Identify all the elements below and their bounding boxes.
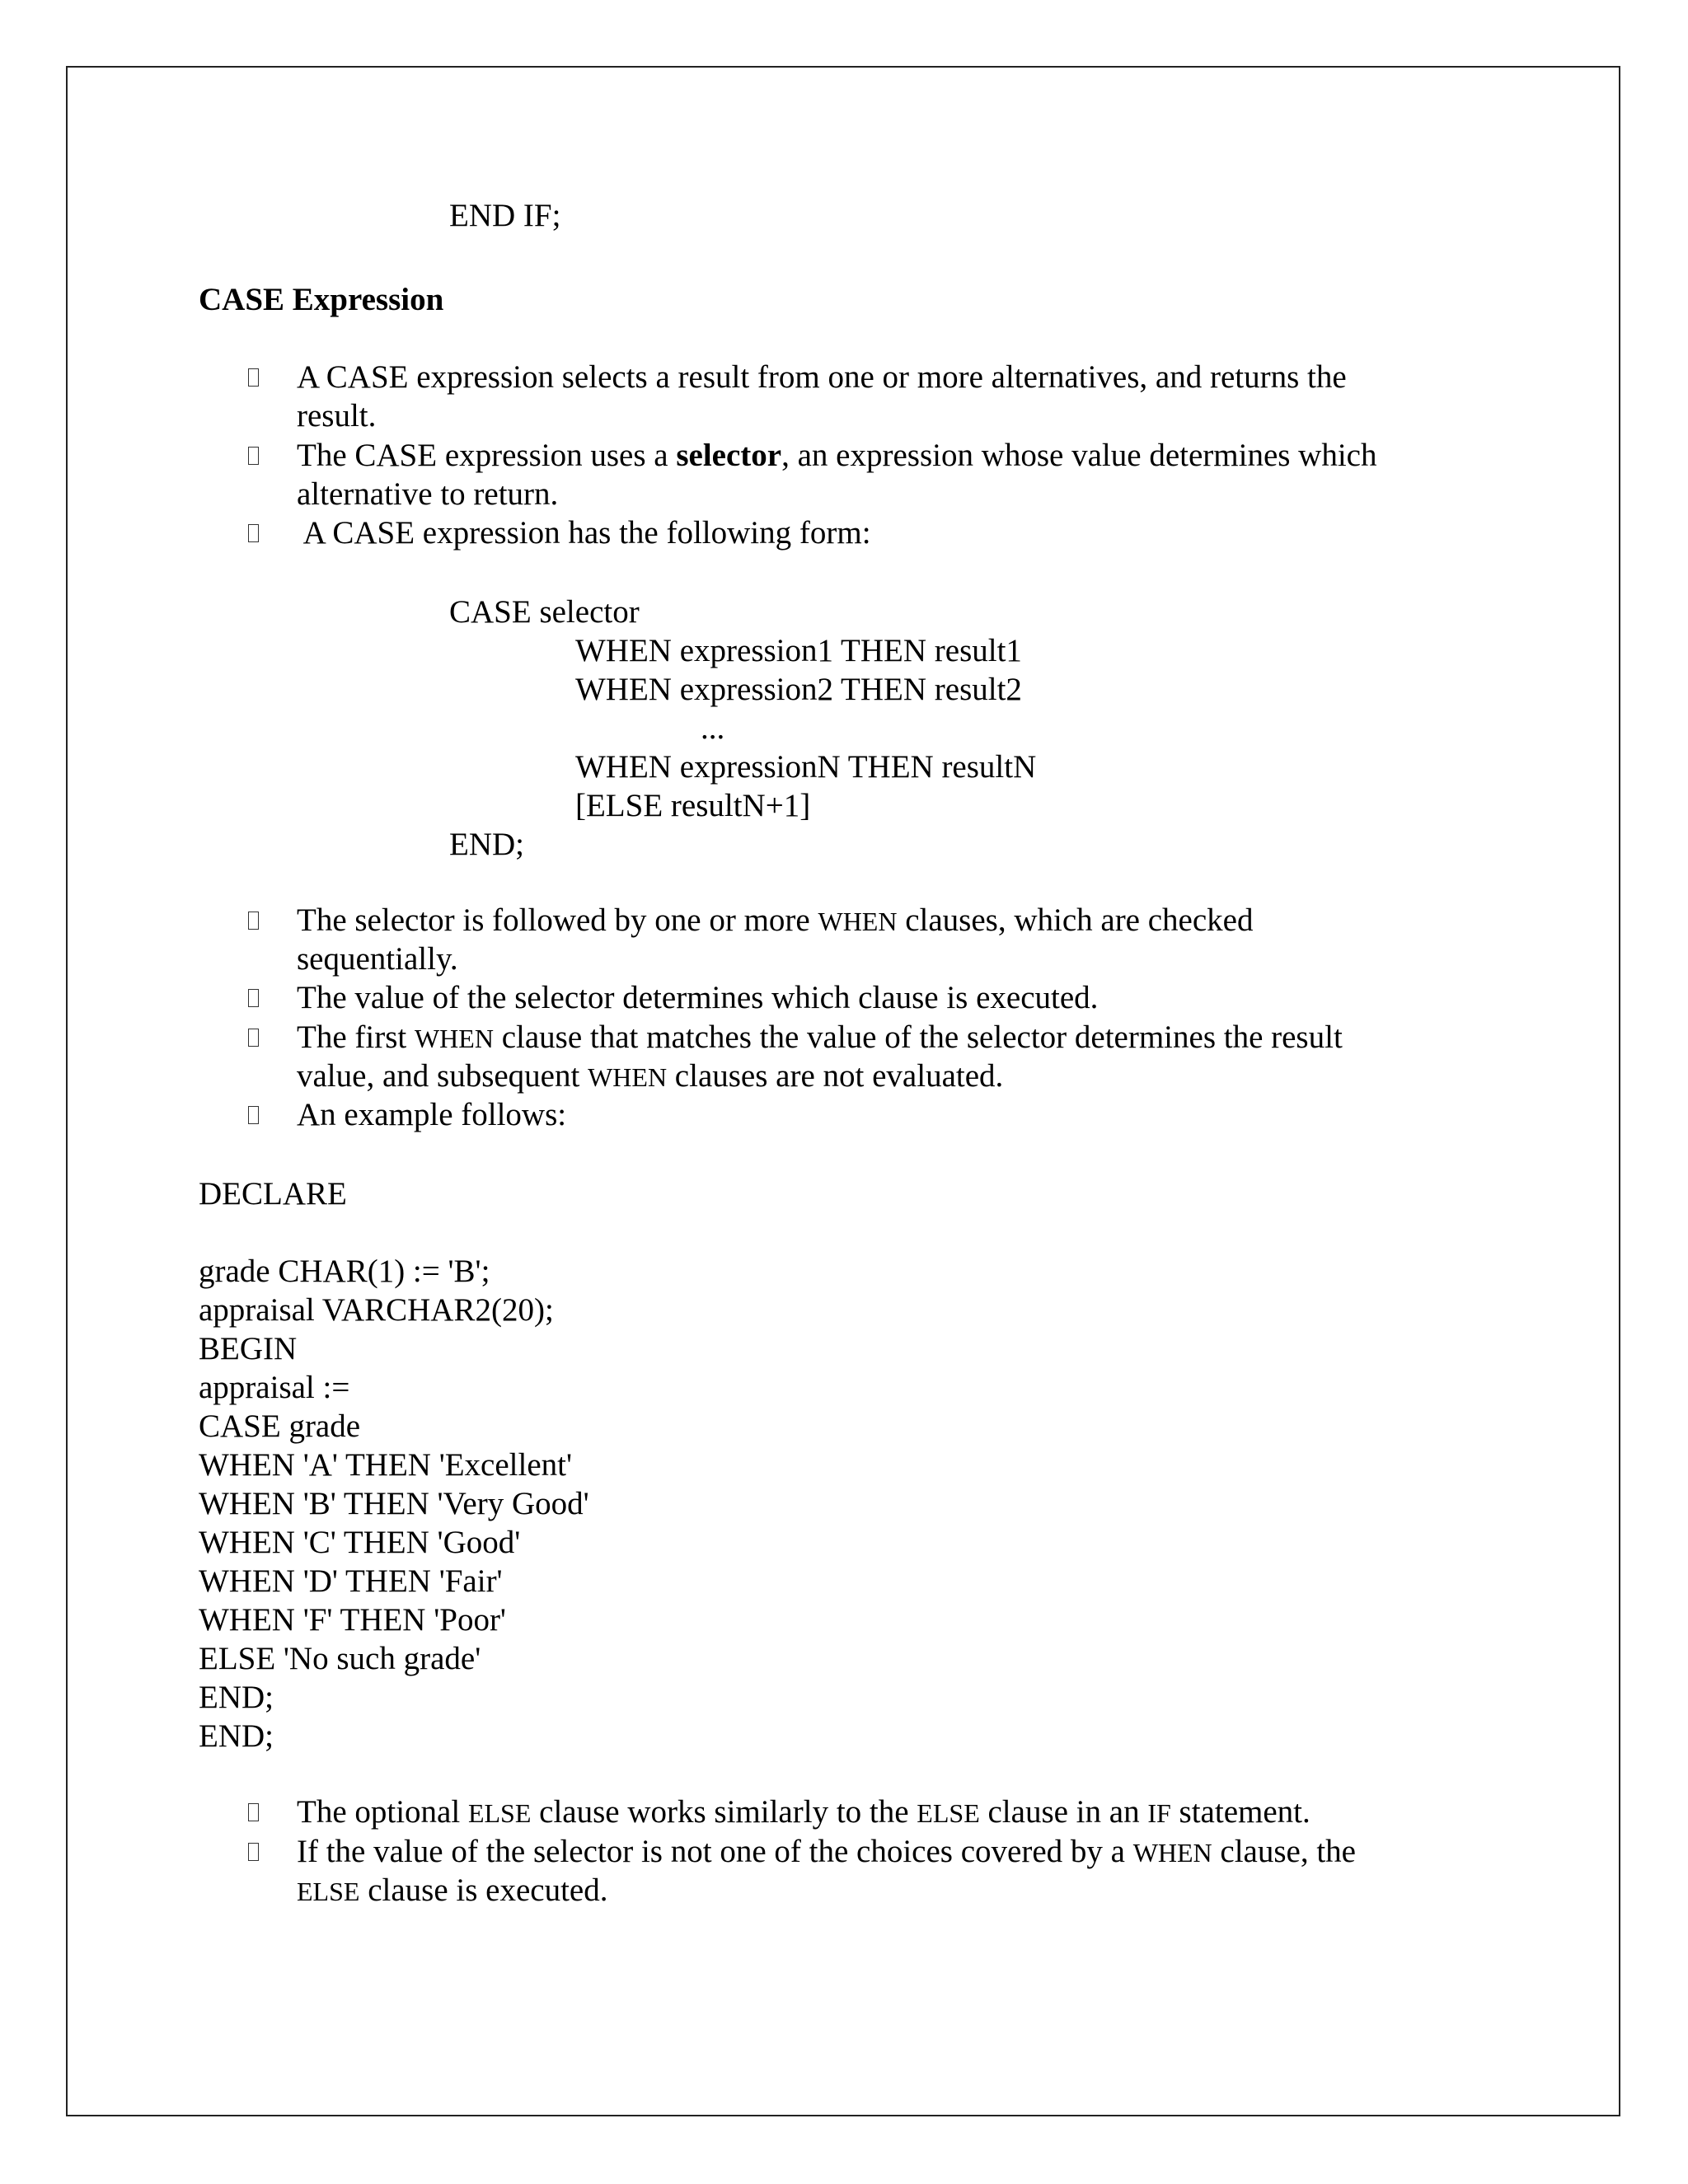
bullet-glyph-icon [248, 1106, 259, 1124]
syntax-line-5: WHEN expressionN THEN resultN [575, 749, 1037, 785]
final-bullet-2-text-b: clause, the [1212, 1834, 1356, 1869]
syntax-line-2: WHEN expression1 THEN result1 [575, 633, 1022, 668]
when-keyword: WHEN [588, 1062, 668, 1092]
rule-bullet-1-line-2: sequentially. [297, 941, 458, 977]
syntax-line-1: CASE selector [449, 594, 640, 630]
code-line: WHEN 'B' THEN 'Very Good' [199, 1486, 589, 1521]
syntax-line-4: ... [701, 710, 725, 746]
final-bullet-1-text-d: statement. [1170, 1794, 1311, 1830]
final-bullet-1-text-b: clause works similarly to the [531, 1794, 917, 1830]
code-line: appraisal VARCHAR2(20); [199, 1292, 554, 1328]
code-line: ELSE 'No such grade' [199, 1641, 481, 1676]
intro-bullet-3-line-1: A CASE expression has the following form: [297, 515, 871, 551]
intro-bullet-1-line-2: result. [297, 398, 377, 434]
final-bullet-1-text-c: clause in an [979, 1794, 1148, 1830]
else-keyword: ELSE [917, 1798, 980, 1828]
syntax-line-3: WHEN expression2 THEN result2 [575, 672, 1022, 707]
code-line: WHEN 'A' THEN 'Excellent' [199, 1447, 573, 1483]
bullet-glyph-icon [248, 1029, 259, 1047]
section-heading: CASE Expression [199, 282, 444, 317]
rule-bullet-3-text-c: value, and subsequent [297, 1058, 588, 1094]
bullet-glyph-icon [248, 524, 259, 542]
code-line: WHEN 'C' THEN 'Good' [199, 1525, 521, 1560]
rule-bullet-2-line-1: The value of the selector determines which clause is executed. [297, 980, 1099, 1015]
bullet-glyph-icon [248, 1843, 259, 1861]
end-if-line: END IF; [449, 198, 561, 233]
code-line: WHEN 'F' THEN 'Poor' [199, 1602, 506, 1638]
code-line: grade CHAR(1) := 'B'; [199, 1254, 490, 1289]
intro-bullet-2-line-2: alternative to return. [297, 476, 559, 512]
intro-bullet-1-line-1: A CASE expression selects a result from one or more alternatives, and returns the [297, 359, 1347, 395]
code-line: BEGIN [199, 1331, 298, 1366]
rule-bullet-4-line-1: An example follows: [297, 1097, 567, 1132]
rule-bullet-3-text-d: clauses are not evaluated. [667, 1058, 1004, 1094]
bullet-glyph-icon [248, 1803, 259, 1821]
code-line: END; [199, 1718, 274, 1754]
rule-bullet-3-line-1 [297, 1018, 1343, 1058]
intro-bullet-2-text-b: , an expression whose value determines which [781, 438, 1377, 473]
rule-bullet-3-line-2 [297, 1057, 1003, 1097]
bullet-glyph-icon [248, 447, 259, 465]
syntax-line-6: [ELSE resultN+1] [575, 788, 811, 823]
final-bullet-1-text-a: The optional [297, 1794, 468, 1830]
rule-bullet-3-text-a: The first [297, 1019, 415, 1055]
final-bullet-2-line-2 [297, 1871, 607, 1911]
when-keyword: WHEN [414, 1024, 494, 1053]
code-declare: DECLARE [199, 1176, 347, 1212]
bullet-glyph-icon [248, 368, 259, 387]
rule-bullet-1-text-a: The selector is followed by one or more [297, 902, 818, 938]
else-keyword: ELSE [297, 1877, 360, 1906]
rule-bullet-1-line-1 [297, 901, 1253, 941]
else-keyword: ELSE [467, 1798, 532, 1828]
if-keyword: IF [1147, 1798, 1171, 1828]
final-bullet-1-line-1 [297, 1793, 1311, 1833]
final-bullet-2-text-c: clause is executed. [359, 1872, 608, 1908]
final-bullet-2-line-1 [297, 1832, 1356, 1872]
syntax-line-7: END; [449, 827, 524, 862]
when-keyword: WHEN [818, 907, 898, 936]
intro-bullet-2-text-a: The CASE expression uses a [297, 438, 677, 473]
final-bullet-2-text-a: If the value of the selector is not one of the choices covered by a [297, 1834, 1133, 1869]
code-line: appraisal := [199, 1370, 350, 1405]
code-line: WHEN 'D' THEN 'Fair' [199, 1563, 503, 1599]
code-line: END; [199, 1680, 274, 1715]
selector-term: selector [676, 438, 782, 473]
rule-bullet-1-text-b: clauses, which are checked [897, 902, 1254, 938]
when-keyword: WHEN [1132, 1838, 1212, 1868]
bullet-glyph-icon [248, 912, 259, 930]
rule-bullet-3-text-b: clause that matches the value of the selector determines the result [493, 1019, 1343, 1055]
code-line: CASE grade [199, 1408, 361, 1444]
intro-bullet-2-line-1 [297, 436, 1377, 475]
bullet-glyph-icon [248, 989, 259, 1007]
